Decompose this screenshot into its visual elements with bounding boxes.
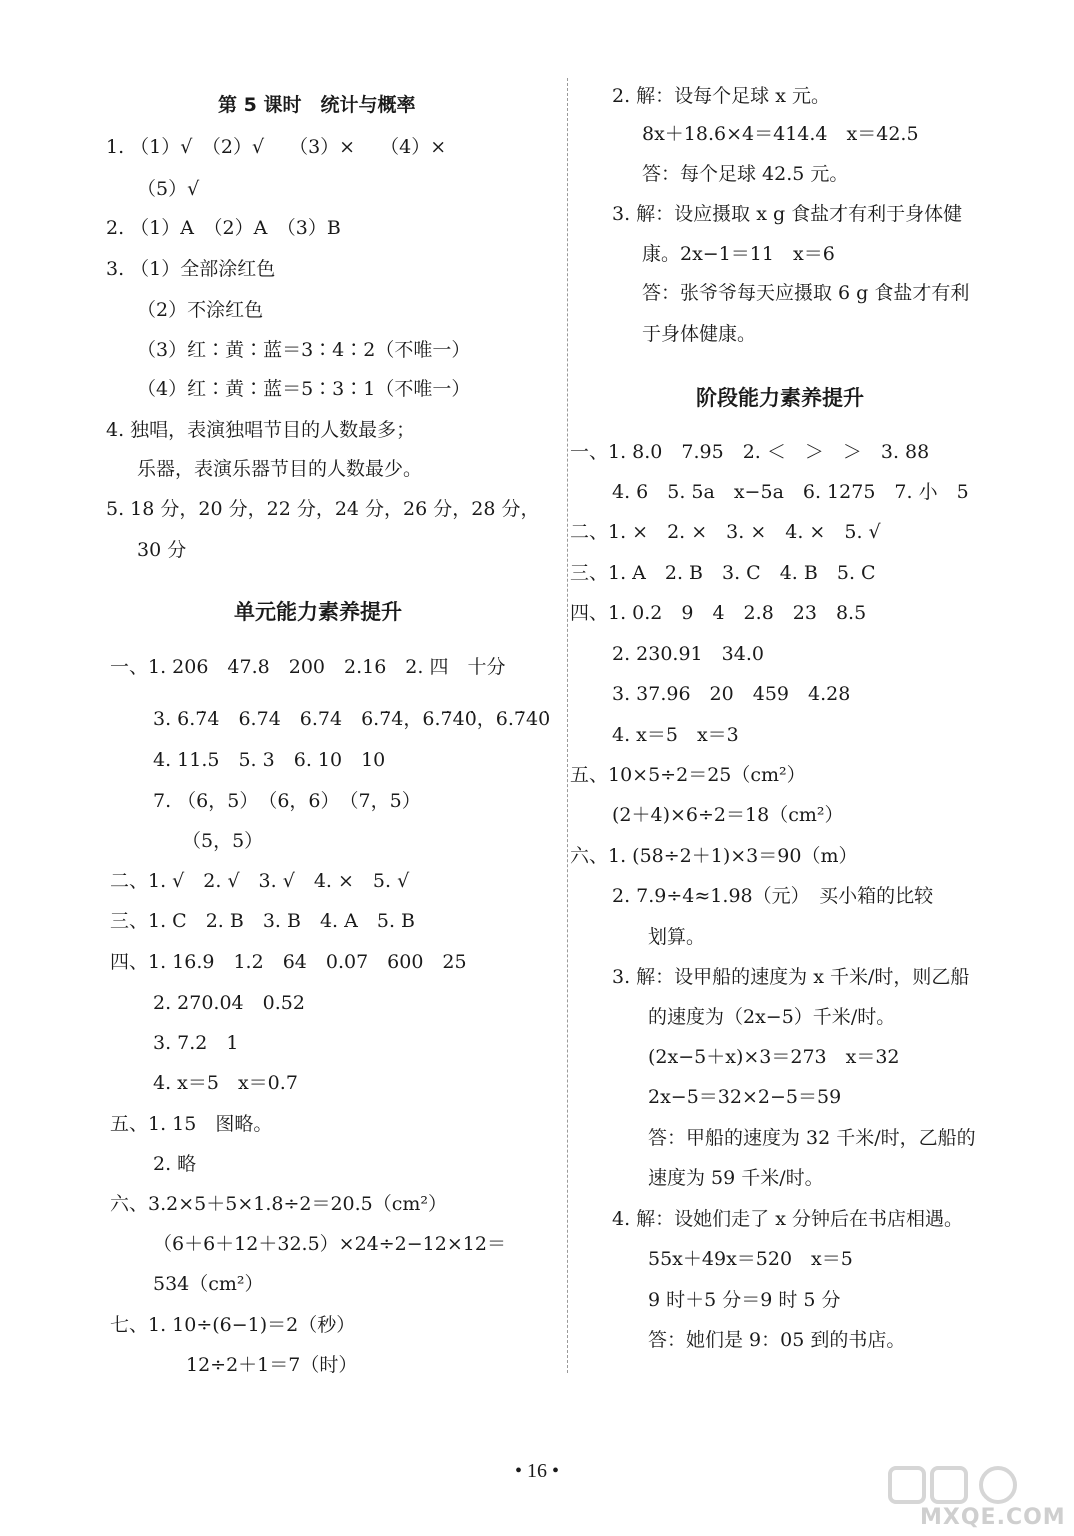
answer-line: 乐器，表演乐器节目的人数最少。 <box>137 458 423 480</box>
answer-line: 五、1. 15 图略。 <box>110 1113 273 1135</box>
answer-line: 六、3.2×5＋5×1.8÷2＝20.5（cm²） <box>110 1193 448 1215</box>
watermark-text: MXQE.COM <box>920 1505 1066 1530</box>
answer-line: 答：张爷爷每天应摄取 6 g 食盐才有利 <box>642 282 970 304</box>
answer-line: 六、1. (58÷2＋1)×3＝90（m） <box>570 845 858 867</box>
answer-line: 四、1. 0.2 9 4 2.8 23 8.5 <box>570 602 867 624</box>
answer-line: （5）√ <box>137 178 200 200</box>
answer-line: 二、1. × 2. × 3. × 4. × 5. √ <box>570 521 881 543</box>
answer-line: 4. 11.5 5. 3 6. 10 10 <box>153 749 386 771</box>
answer-line: （3）红∶黄∶蓝＝3∶4∶2（不唯一） <box>137 339 471 361</box>
answer-line: （5，5） <box>182 830 264 852</box>
answer-line: 一、1. 8.0 7.95 2. ＜ ＞ ＞ 3. 88 <box>570 441 930 463</box>
answer-line: 答：她们是 9：05 到的书店。 <box>648 1329 906 1351</box>
section-heading-stage: 阶段能力素养提升 <box>696 386 864 410</box>
answer-line: 534（cm²） <box>153 1273 264 1295</box>
answer-line: 2. 略 <box>153 1153 197 1175</box>
answer-line: 答：甲船的速度为 32 千米/时，乙船的 <box>648 1127 976 1149</box>
answer-line: 30 分 <box>137 539 187 561</box>
answer-line: 划算。 <box>648 926 706 948</box>
answer-line: 12÷2＋1＝7（时） <box>186 1354 358 1376</box>
answer-line: 2. 7.9÷4≈1.98（元） 买小箱的比较 <box>612 885 934 907</box>
answer-line: 3. 37.96 20 459 4.28 <box>612 683 851 705</box>
answer-line: 于身体健康。 <box>642 323 757 345</box>
answer-line: （2）不涂红色 <box>137 299 264 321</box>
answer-line: 4. 解：设她们走了 x 分钟后在书店相遇。 <box>612 1208 963 1230</box>
section-heading-unit: 单元能力素养提升 <box>234 600 402 624</box>
answer-line: 2. 解：设每个足球 x 元。 <box>612 85 830 107</box>
answer-line: 55x＋49x＝520 x＝5 <box>648 1248 853 1270</box>
answer-line: 三、1. A 2. B 3. C 4. B 5. C <box>570 562 876 584</box>
answer-line: 康。2x−1＝11 x＝6 <box>642 243 835 265</box>
column-divider <box>567 78 568 1373</box>
answer-line: 4. x＝5 x＝0.7 <box>153 1072 298 1094</box>
answer-line: 2. 270.04 0.52 <box>153 992 305 1014</box>
answer-line: 五、10×5÷2＝25（cm²） <box>570 764 806 786</box>
answer-line: 9 时＋5 分＝9 时 5 分 <box>648 1289 841 1311</box>
answer-line: 2x−5＝32×2−5＝59 <box>648 1086 842 1108</box>
answer-line: 三、1. C 2. B 3. B 4. A 5. B <box>110 910 415 932</box>
answer-line: 1. （1）√ （2）√ （3）× （4）× <box>106 136 447 158</box>
answer-line: 4. 独唱，表演独唱节目的人数最多； <box>106 419 416 441</box>
answer-line: 5. 18 分，20 分，22 分，24 分，26 分，28 分， <box>106 498 540 520</box>
answer-line: （4）红∶黄∶蓝＝5∶3∶1（不唯一） <box>137 378 471 400</box>
page-number: • 16 • <box>514 1460 559 1482</box>
answer-line: 一、1. 206 47.8 200 2.16 2. 四 十分 <box>110 656 506 678</box>
answer-line: 2. 230.91 34.0 <box>612 643 764 665</box>
answer-line: （6＋6＋12＋32.5）×24÷2−12×12＝ <box>153 1233 506 1255</box>
answer-line: 4. 6 5. 5a x−5a 6. 1275 7. 小 5 <box>612 481 969 503</box>
answer-line: 7. （6，5） （6，6） （7，5） <box>153 790 421 812</box>
answer-line: 3. 解：设应摄取 x g 食盐才有利于身体健 <box>612 203 963 225</box>
answer-line: (2x−5＋x)×3＝273 x＝32 <box>648 1046 900 1068</box>
answer-line: 速度为 59 千米/时。 <box>648 1167 824 1189</box>
answer-line: 8x＋18.6×4＝414.4 x＝42.5 <box>642 123 919 145</box>
answer-line: (2＋4)×6÷2＝18（cm²） <box>612 804 844 826</box>
answer-line: 3. 解：设甲船的速度为 x 千米/时，则乙船 <box>612 966 970 988</box>
answer-line: 四、1. 16.9 1.2 64 0.07 600 25 <box>110 951 467 973</box>
answer-line: 4. x＝5 x＝3 <box>612 724 739 746</box>
section-heading-lesson5: 第 5 课时 统计与概率 <box>218 94 416 116</box>
answer-line: 3. 6.7̇4̇ 6.74 6.74 6.7̇4̇，6.7̇4̇0̇，6.7̇40̇ <box>153 708 551 730</box>
answer-line: 2. （1）A （2）A （3）B <box>106 217 341 239</box>
answer-line: 七、1. 10÷(6−1)＝2（秒） <box>110 1314 356 1336</box>
answer-line: 的速度为（2x−5）千米/时。 <box>648 1006 896 1028</box>
answer-line: 3. 7.2 1 <box>153 1032 239 1054</box>
answer-line: 3. （1）全部涂红色 <box>106 258 276 280</box>
answer-line: 答：每个足球 42.5 元。 <box>642 163 849 185</box>
answer-line: 二、1. √ 2. √ 3. √ 4. × 5. √ <box>110 870 410 892</box>
